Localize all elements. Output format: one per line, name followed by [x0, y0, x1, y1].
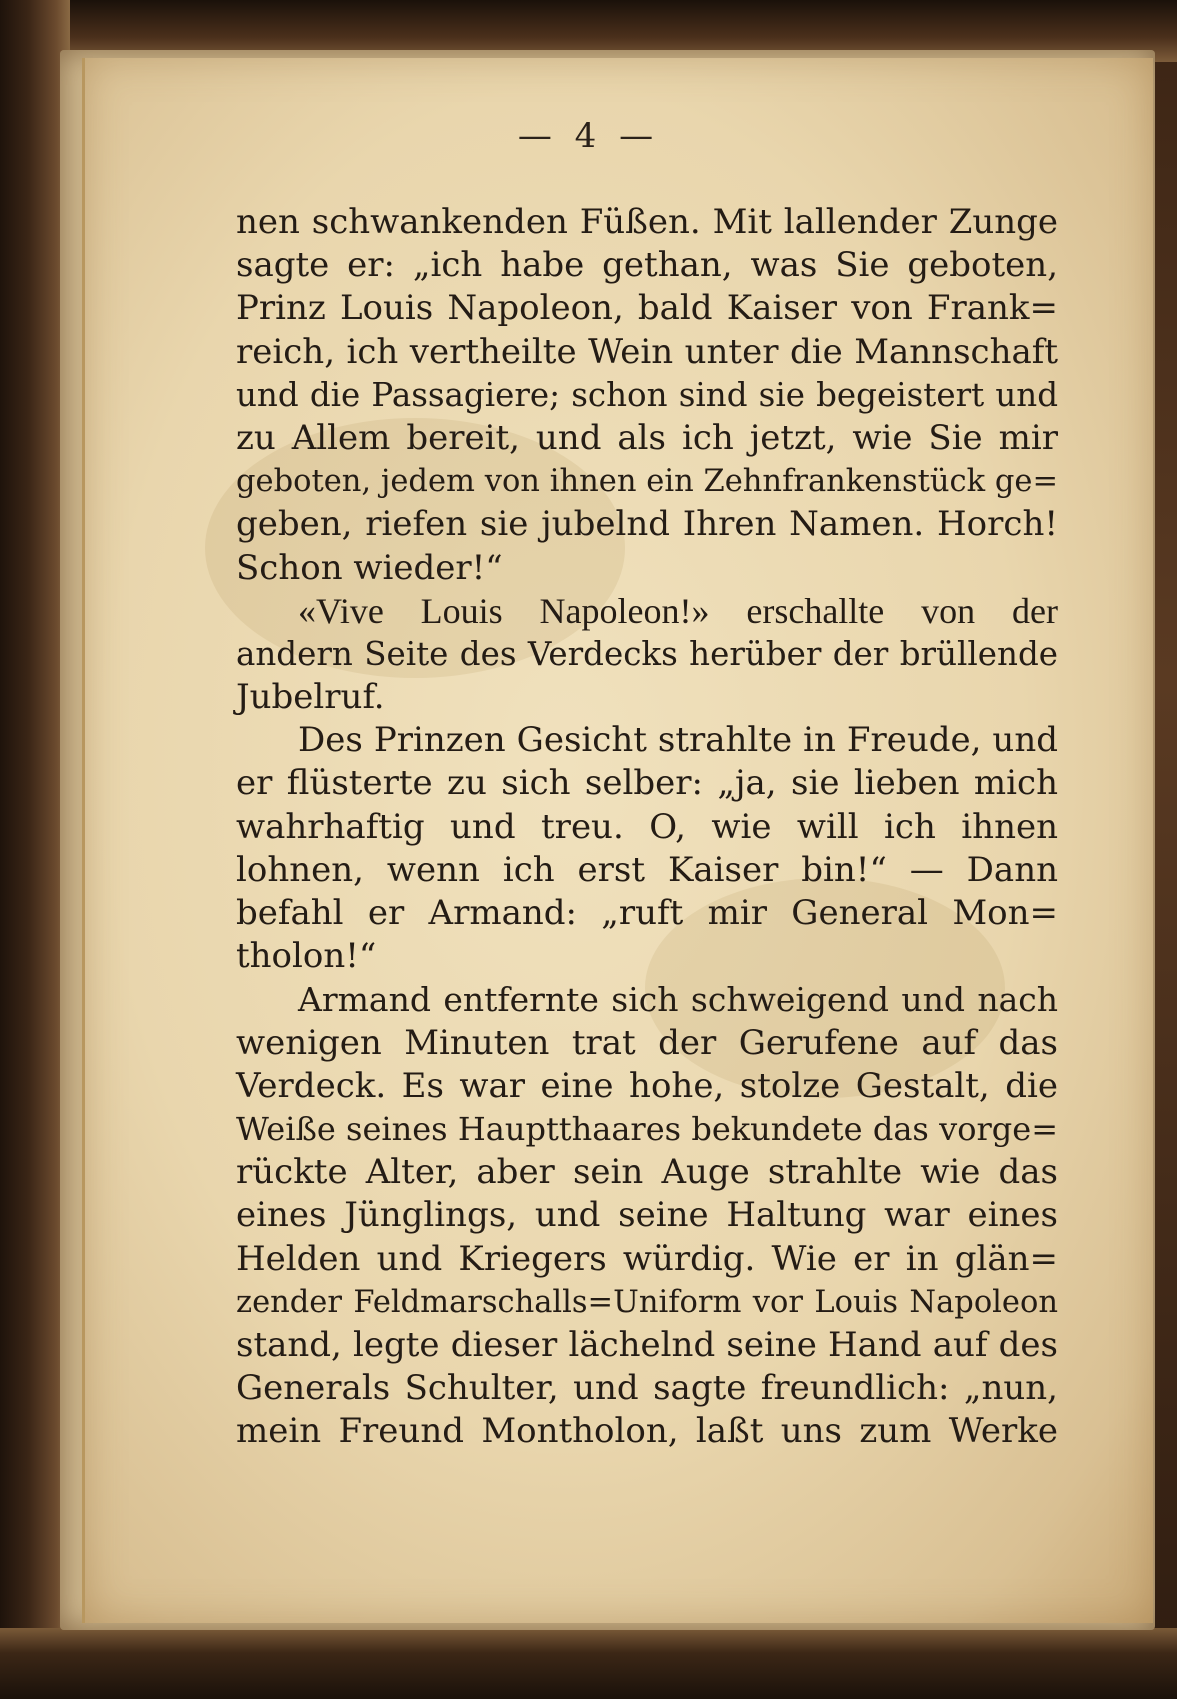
body-text — [236, 201, 1058, 1453]
text-line: rückte Alter, aber sein Auge strahlte wie das — [236, 1152, 1058, 1193]
text-line: nen schwankenden Füßen. Mit lallender Zunge — [236, 202, 1058, 242]
text-line: eines Jünglings, und seine Haltung war eines — [236, 1195, 1058, 1236]
text-line: tholon!“ — [236, 936, 377, 977]
text-line: reich, ich vertheilte Wein unter die Mannschaft — [236, 331, 1058, 372]
text-line: zender Feldmarschalls=Uniform vor Louis Napoleon — [236, 1284, 1058, 1320]
paragraph — [236, 978, 1058, 1453]
text-line: Des Prinzen Gesicht strahlte in Freude, und — [298, 720, 1058, 761]
text-line: er flüsterte zu sich selber: „ja, sie lieben mich — [236, 763, 1058, 804]
text-line: geboten, jedem von ihnen ein Zehnfrankenstück ge= — [236, 464, 1058, 500]
text-line: wahrhaftig und treu. O, wie will ich ihnen — [236, 806, 1058, 847]
text-line: geben, riefen sie jubelnd Ihren Namen. Horch! — [236, 504, 1058, 545]
page-number: — 4 — — [517, 116, 660, 156]
text-line: stand, legte dieser lächelnd seine Hand auf des — [236, 1324, 1058, 1365]
text-line: befahl er Armand: „ruft mir General Mon= — [236, 893, 1058, 933]
paragraph — [236, 201, 1058, 590]
text-line: Armand entfernte sich schweigend und nach — [298, 980, 1058, 1020]
paragraph — [236, 590, 1058, 720]
cover-edge-bottom — [0, 1628, 1177, 1699]
text-line: wenigen Minuten trat der Gerufene auf das — [236, 1022, 1058, 1063]
text-line: sagte er: „ich habe gethan, was Sie geboten, — [236, 245, 1058, 286]
text-line: Jubelruf. — [236, 677, 385, 718]
text-line: mein Freund Montholon, laßt uns zum Werke — [236, 1411, 1058, 1452]
text-line: Helden und Kriegers würdig. Wie er in glän= — [236, 1238, 1058, 1279]
text-line: und die Passagiere; schon sind sie begeistert und — [236, 375, 1058, 414]
text-line: «Vive Louis Napoleon!» erschallte von der — [298, 590, 1058, 631]
text-line: Schon wieder!“ — [236, 547, 503, 588]
text-line: andern Seite des Verdecks herüber der brüllende — [236, 634, 1058, 673]
text-line: Verdeck. Es war eine hohe, stolze Gestalt, die — [236, 1065, 1058, 1106]
text-line: Generals Schulter, und sagte freundlich: „nun, — [236, 1368, 1058, 1409]
paragraph — [236, 719, 1058, 978]
text-line: Weiße seines Hauptthaares bekundete das vorge= — [236, 1109, 1058, 1148]
text-line: lohnen, wenn ich erst Kaiser bin!“ — Dann — [236, 849, 1058, 890]
text-line: Prinz Louis Napoleon, bald Kaiser von Frank= — [236, 288, 1058, 329]
text-line: zu Allem bereit, und als ich jetzt, wie Sie mir — [236, 417, 1058, 458]
